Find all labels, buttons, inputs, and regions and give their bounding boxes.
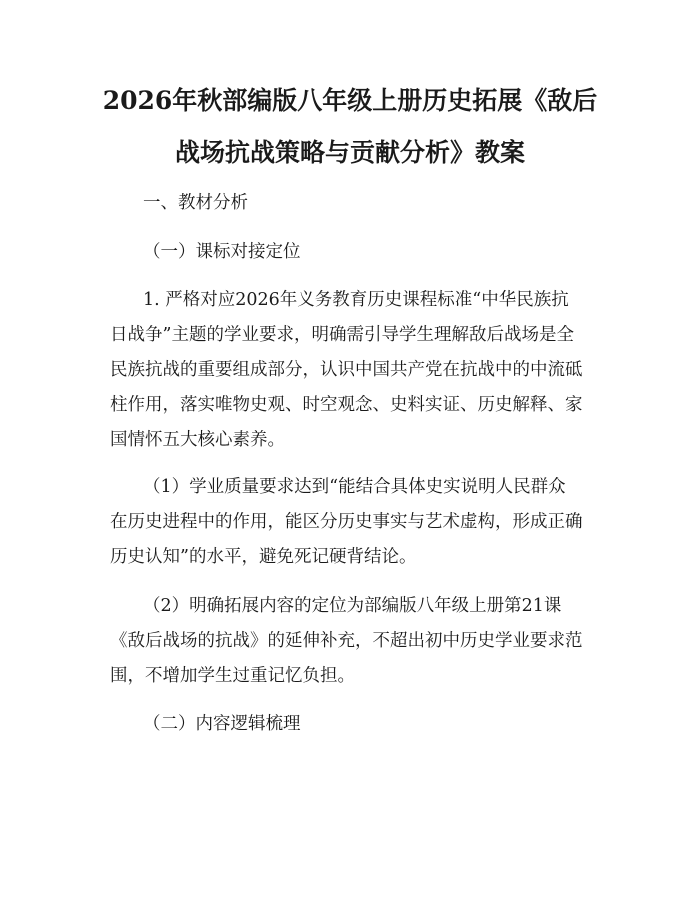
document-title-line-2: 战场抗战策略与贡献分析》教案 <box>174 138 525 167</box>
paragraph-line: （1）学业质量要求达到“能结合具体史实说明人民群众 <box>143 477 566 497</box>
paragraph-line: 日战争”主题的学业要求，明确需引导学生理解敌后战场是全 <box>110 325 574 345</box>
paragraph-line: 历史认知”的水平，避免死记硬背结论。 <box>110 547 417 567</box>
subsection-heading-content-logic: （二）内容逻辑梳理 <box>143 714 301 734</box>
subsection-heading-curriculum-alignment: （一）课标对接定位 <box>143 242 301 262</box>
section-heading-textbook-analysis: 一、教材分析 <box>143 193 248 213</box>
paragraph-line: 1. 严格对应2026年义务教育历史课程标准“中华民族抗 <box>143 290 569 310</box>
paragraph-line: 民族抗战的重要组成部分，认识中国共产党在抗战中的中流砥 <box>110 360 583 380</box>
paragraph-line: 围，不增加学生过重记忆负担。 <box>110 666 355 686</box>
paragraph-line: 柱作用，落实唯物史观、时空观念、史料实证、历史解释、家 <box>110 395 583 415</box>
document-title-line-1: 2026年秋部编版八年级上册历史拓展《敌后 <box>102 86 598 115</box>
paragraph-line: （2）明确拓展内容的定位为部编版八年级上册第21课 <box>143 596 562 616</box>
paragraph-line: 国情怀五大核心素养。 <box>110 430 285 450</box>
paragraph-line: 在历史进程中的作用，能区分历史事实与艺术虚构，形成正确 <box>110 512 583 532</box>
paragraph-line: 《敌后战场的抗战》的延伸补充，不超出初中历史学业要求范 <box>110 631 583 651</box>
